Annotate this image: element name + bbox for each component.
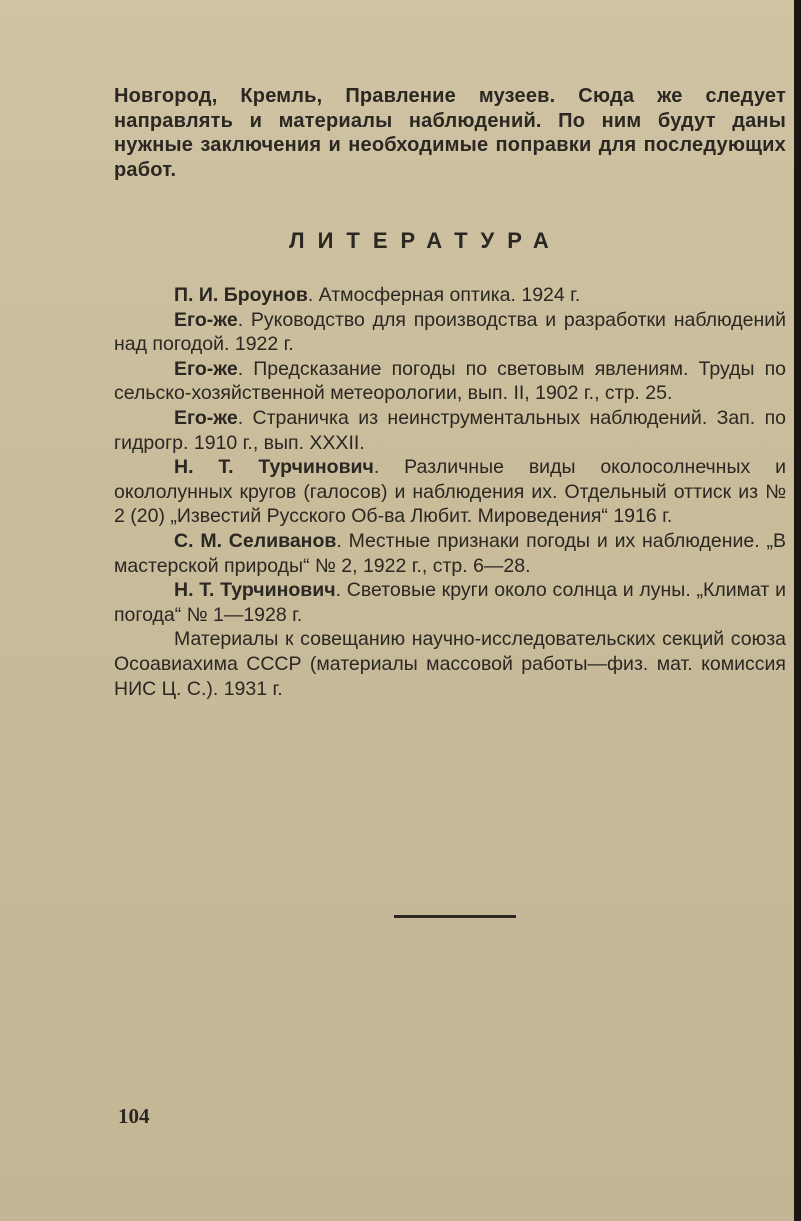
reference-text: . Атмосферная оптика. 1924 г. bbox=[307, 284, 581, 306]
page-number: 104 bbox=[118, 1104, 150, 1128]
reference-author: Н. Т. Турчинович bbox=[174, 456, 374, 479]
reference-item bbox=[114, 455, 786, 529]
reference-author: Его-же bbox=[174, 308, 238, 331]
reference-author: П. И. Броунов bbox=[174, 284, 308, 306]
references-list bbox=[114, 283, 786, 701]
reference-text: Материалы к совещанию научно-исследовательских секций союза Осоавиахима СССР (материалы массовой работы—физ. мат. комиссия НИС Ц. С.). 1931 г. bbox=[114, 628, 786, 700]
reference-text: . Местные признаки погоды и их наблюдение. „В мастерской природы“ № 2, 1922 г., стр. 6—28. bbox=[114, 529, 786, 577]
section-heading: ЛИТЕРАТУРА bbox=[289, 228, 562, 253]
reference-item bbox=[114, 308, 786, 357]
page-edge-shadow bbox=[794, 0, 801, 1221]
reference-author: Его-же bbox=[174, 357, 238, 380]
reference-item bbox=[114, 529, 786, 578]
reference-author: С. М. Селиванов bbox=[174, 529, 337, 552]
reference-author: Н. Т. Турчинович bbox=[174, 579, 336, 602]
reference-text: . Предсказание погоды по световым явлениям. Труды по сельско-хозяйственной метеорологии, вып. II, 1902 г., стр. 25. bbox=[114, 357, 786, 405]
reference-item bbox=[114, 357, 786, 406]
reference-author: Его-же bbox=[174, 406, 238, 429]
intro-paragraph: Новгород, Кремль, Правление музеев. Сюда же следует направлять и материалы наблюдений. По ним будут даны нужные заключения и необходимые поправки для последующих работ. bbox=[114, 85, 786, 181]
reference-text: . Световые круги около солнца и луны. „Климат и погода“ № 1—1928 г. bbox=[114, 579, 786, 626]
reference-item bbox=[114, 627, 786, 701]
reference-item bbox=[114, 578, 786, 627]
reference-text: . Различные виды околосолнечных и окололунных кругов (галосов) и наблюдения их. Отдельный оттиск из № 2 (20) „Известий Русского Об-ва Любит. Мироведения“ 1916 г. bbox=[114, 456, 786, 528]
reference-item bbox=[114, 283, 786, 308]
reference-item bbox=[114, 406, 786, 455]
closing-rule bbox=[394, 915, 516, 918]
reference-text: . Страничка из неинструментальных наблюдений. Зап. по гидрогр. 1910 г., вып. XXXII. bbox=[114, 406, 786, 454]
reference-text: . Руководство для производства и разработки наблюдений над погодой. 1922 г. bbox=[114, 308, 786, 356]
